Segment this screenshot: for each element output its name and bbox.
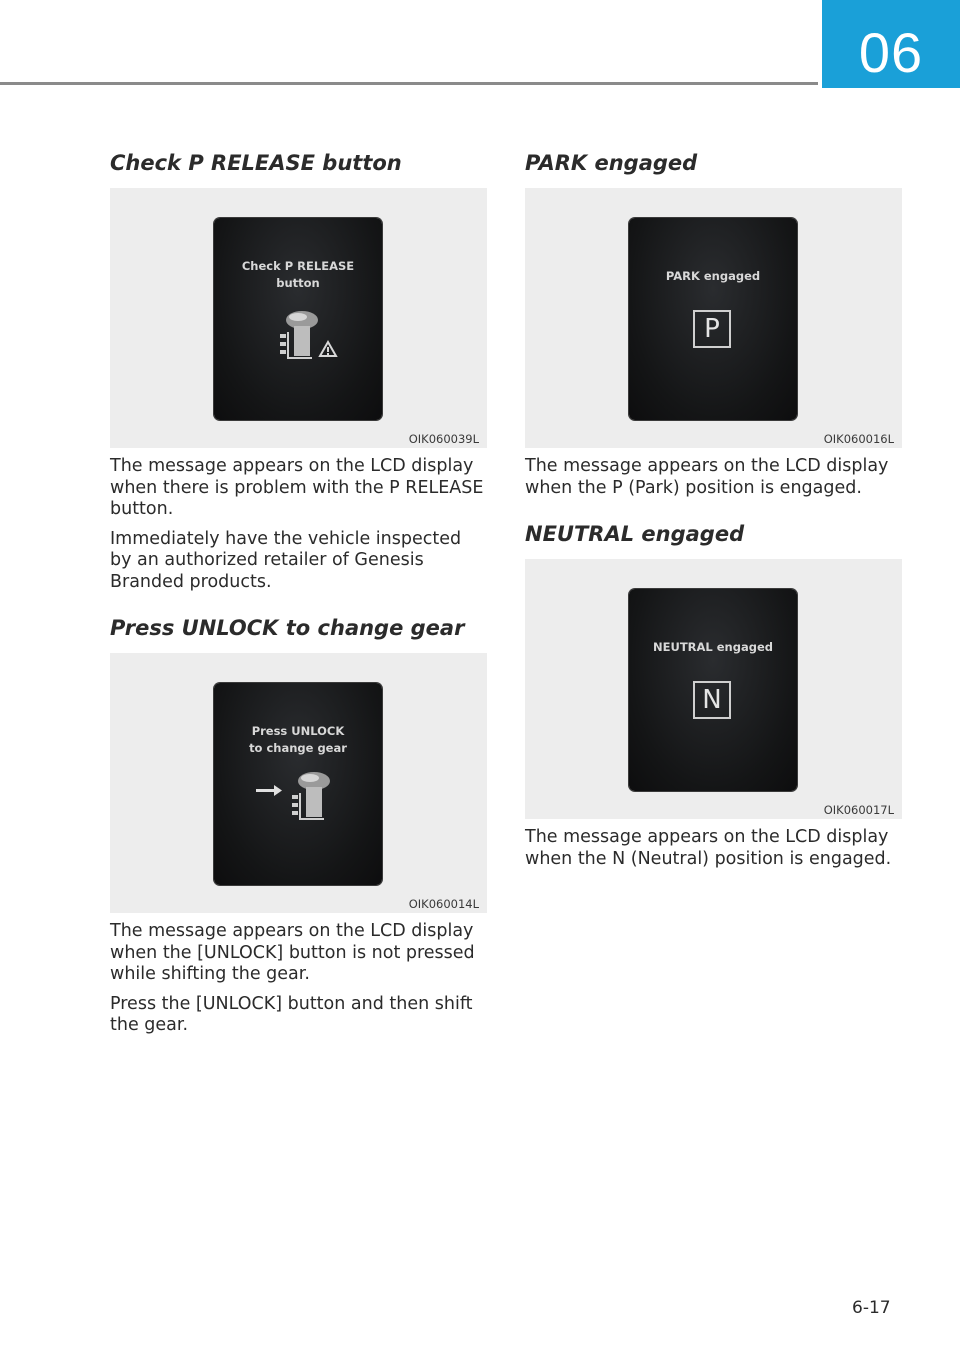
header-rule: [0, 82, 818, 85]
figure-neutral-engaged: [525, 559, 902, 819]
section-title-press-unlock: Press UNLOCK to change gear: [110, 616, 465, 640]
paragraph: Immediately have the vehicle inspected by an authorized retailer of Genesis Branded products.: [110, 528, 462, 592]
figure-code: OIK060017L: [823, 803, 894, 817]
chapter-tab: 06: [822, 0, 960, 88]
lcd-message: Press UNLOCK to change gear: [249, 724, 347, 755]
lcd-message: PARK engaged: [665, 269, 761, 283]
page-number: 6-17: [852, 1298, 891, 1318]
section-title-neutral-engaged: NEUTRAL engaged: [525, 522, 745, 546]
paragraph: The message appears on the LCD display when the N (Neutral) position is engaged.: [525, 827, 892, 869]
paragraph: The message appears on the LCD display when the [UNLOCK] button is not pressed while shifting the gear.: [110, 921, 475, 984]
left-column: [110, 150, 488, 1037]
shift-lever-unlock-icon: [252, 771, 342, 841]
section-title-check-p-release: Check P RELEASE button: [110, 151, 402, 175]
gear-indicator-p: P: [693, 310, 731, 348]
figure-code: OIK060014L: [408, 897, 479, 911]
lcd-message: Check P RELEASE button: [241, 259, 355, 290]
paragraph: Press the [UNLOCK] button and then shift the gear.: [110, 993, 473, 1035]
figure-code: OIK060016L: [823, 432, 894, 446]
lcd-screen: [629, 218, 797, 420]
lcd-screen: [629, 589, 797, 791]
gear-indicator-n: N: [693, 681, 731, 719]
paragraph: The message appears on the LCD display when the P (Park) position is engaged.: [525, 456, 889, 498]
lcd-message: NEUTRAL engaged: [653, 640, 773, 654]
shift-lever-warning-icon: [272, 306, 352, 386]
paragraph: The message appears on the LCD display when there is problem with the P RELEASE button.: [110, 456, 484, 519]
section-title-park-engaged: PARK engaged: [525, 151, 698, 175]
figure-park-engaged: [525, 188, 902, 448]
lcd-screen: [214, 218, 382, 420]
figure-check-p-release: [110, 188, 487, 448]
figure-code: OIK060039L: [408, 432, 479, 446]
right-column: [525, 150, 903, 870]
lcd-screen: [214, 683, 382, 885]
figure-press-unlock: [110, 653, 487, 913]
